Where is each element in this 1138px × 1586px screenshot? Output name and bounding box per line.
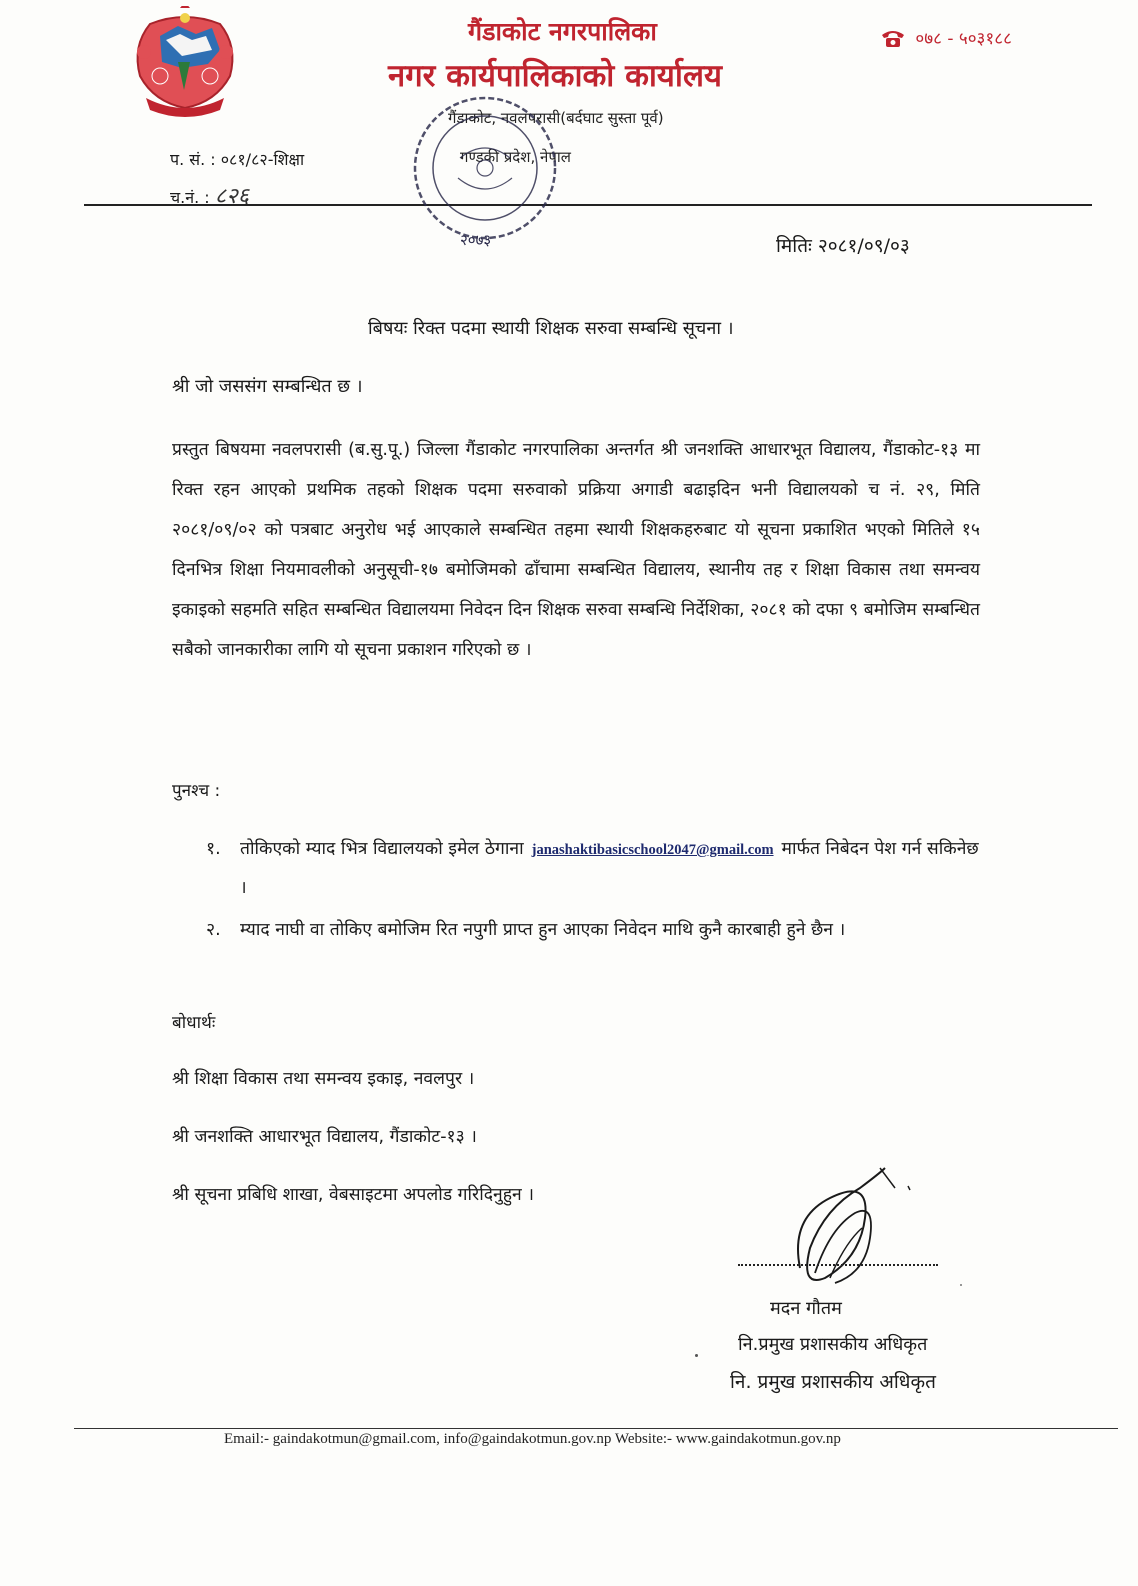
handwritten-signature [770,1158,920,1308]
nepal-emblem-logo [120,6,250,126]
scan-speck [695,1354,698,1357]
postscript-item-text-before: तोकिएको म्याद भित्र विद्यालयको इमेल ठेगाना [240,839,524,859]
postscript-item-number: १. [206,839,221,859]
salutation: श्री जो जससंग सम्बन्धित छ । [172,376,363,397]
phone-number: ०७८ - ५०३१८८ [915,29,1012,49]
signatory-name: मदन गौतम [770,1298,842,1319]
postscript-item-number: २. [206,920,221,940]
municipality-name: गैंडाकोट नगरपालिका [468,17,657,46]
cc-label: बोधार्थः [172,1013,216,1033]
postscript-item-text-after: मार्फत निबेदन पेश गर्न सकिनेछ । [240,839,979,898]
header-divider [84,204,1092,206]
signatory-title-stamped: नि. प्रमुख प्रशासकीय अधिकृत [730,1371,936,1393]
scan-speck [960,1284,962,1286]
footer-divider [74,1428,1118,1429]
postscript-item-text: म्याद नाघी वा तोकिए बमोजिम रित नपुगी प्राप्त हुन आएका निवेदन माथि कुनै कारबाही हुने छैन । [240,920,846,940]
footer-contact: Email:- gaindakotmun@gmail.com, info@gaindakotmun.gov.np Website:- www.gaindakotmun.gov.np [224,1431,841,1447]
signature-line [738,1264,938,1266]
stamp-year: २०७३ [460,231,492,249]
reference-number: प. सं. : ०८१/८२-शिक्षा [170,150,305,169]
office-address-line2: गण्डकी प्रदेश, नेपाल [460,148,571,166]
postscript-label: पुनश्च : [172,781,221,801]
dispatch-label: च.नं. : [170,188,210,207]
letter-body: प्रस्तुत बिषयमा नवलपरासी (ब.सु.पू.) जिल्ला गैंडाकोट नगरपालिका अन्तर्गत श्री जनशक्ति आधारभूत विद्यालय, गैंडाकोट-१३ मा रिक्त रहन आएको प्रथमिक तहको शिक्षक पदमा सरुवाको प्रक्रिया अगाडी बढाइदिन भनी विद्यालयको च नं. २९, मिति २०८१/०९/०२ को पत्रबाट अनुरोध भई आएकाले सम्बन्धित तहमा स्थायी शिक्षकहरुबाट यो सूचना प्रकाशित भएको मितिले १५ दिनभित्र शिक्षा नियमावलीको अनुसूची-१७ बमोजिमको ढाँचामा सम्बन्धित विद्यालय, स्थानीय तह र शिक्षा विकास तथा समन्वय इकाइको सहमति सहित सम्बन्धित विद्यालयमा निवेदन दिन शिक्षक सरुवा सम्बन्धि निर्देशिका, २०८१ को दफा ९ बमोजिम सम्बन्धित सबैको जानकारीका लागि यो सूचना प्रकाशन गरिएको छ । [172,440,980,660]
office-address-line1: गैंडाकोट, नवलपरासी(बर्दघाट सुस्ता पूर्व) [448,109,664,127]
office-phone [880,26,1012,49]
cc-item: श्री सूचना प्रबिधि शाखा, वेबसाइटमा अपलोड गरिदिनुहुन । [172,1185,534,1205]
telephone-icon [880,29,906,49]
signatory-title-handwritten: नि.प्रमुख प्रशासकीय अधिकृत [738,1334,928,1355]
postscript-item [206,911,982,949]
cc-item: श्री शिक्षा विकास तथा समन्वय इकाइ, नवलपुर । [172,1069,475,1089]
letter-subject: बिषयः रिक्त पदमा स्थायी शिक्षक सरुवा सम्बन्धि सूचना । [368,318,734,339]
postscript-item [206,830,982,907]
school-email-link[interactable]: janashaktibasicschool2047@gmail.com [531,842,774,858]
dispatch-value: ८२६ [214,184,250,209]
cc-item: श्री जनशक्ति आधारभूत विद्यालय, गैंडाकोट-१३ । [172,1127,477,1147]
letter-date: मितिः २०८१/०९/०३ [776,235,910,257]
postscript-list [206,830,982,953]
office-name: नगर कार्यपालिकाको कार्यालय [388,58,722,94]
